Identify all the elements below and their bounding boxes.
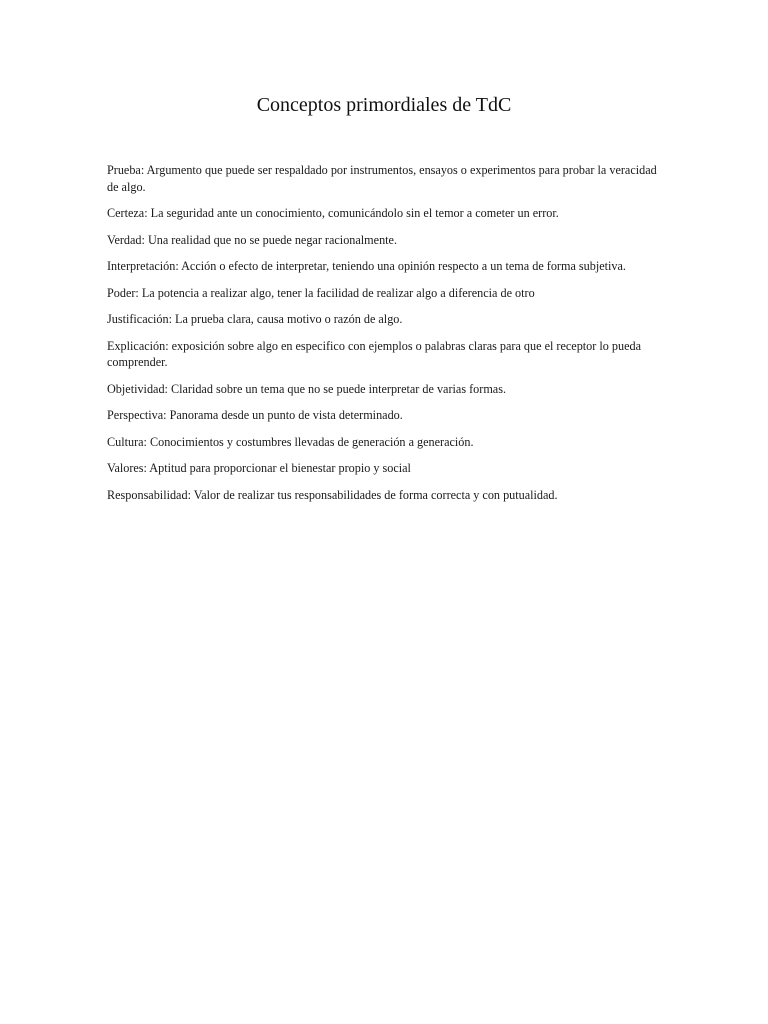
- definition-objetividad: Objetividad: Claridad sobre un tema que no se puede interpretar de varias formas.: [107, 381, 507, 396]
- document-title: Conceptos primordiales de TdC: [256, 94, 512, 116]
- definition-certeza: Certeza: La seguridad ante un conocimiento, comunicándolo sin el temor a cometer un error.: [107, 206, 559, 220]
- definition-list: [107, 162, 667, 513]
- definition-perspectiva: Perspectiva: Panorama desde un punto de vista determinado.: [107, 408, 403, 422]
- definition-responsabilidad: Responsabilidad: Valor de realizar tus responsabilidades de forma correcta y con putualidad.: [107, 487, 558, 502]
- definition-explicacion: Explicación: exposición sobre algo en especifico con ejemplos o palabras claras para que el receptor lo pueda comprender.: [107, 338, 642, 369]
- definition-prueba: Prueba: Argumento que puede ser respaldado por instrumentos, ensayos o experimentos para probar la veracidad de algo.: [107, 163, 657, 194]
- definition-verdad: Verdad: Una realidad que no se puede negar racionalmente.: [107, 232, 397, 247]
- definition-cultura: Cultura: Conocimientos y costumbres llevadas de generación a generación.: [107, 434, 474, 449]
- definition-poder: Poder: La potencia a realizar algo, tener la facilidad de realizar algo a diferencia de otro: [107, 285, 535, 300]
- definition-justificacion: Justificación: La prueba clara, causa motivo o razón de algo.: [107, 312, 403, 326]
- definition-valores: Valores: Aptitud para proporcionar el bienestar propio y social: [107, 461, 411, 475]
- definition-interpretacion: Interpretación: Acción o efecto de interpretar, teniendo una opinión respecto a un tema de forma subjetiva.: [107, 259, 626, 273]
